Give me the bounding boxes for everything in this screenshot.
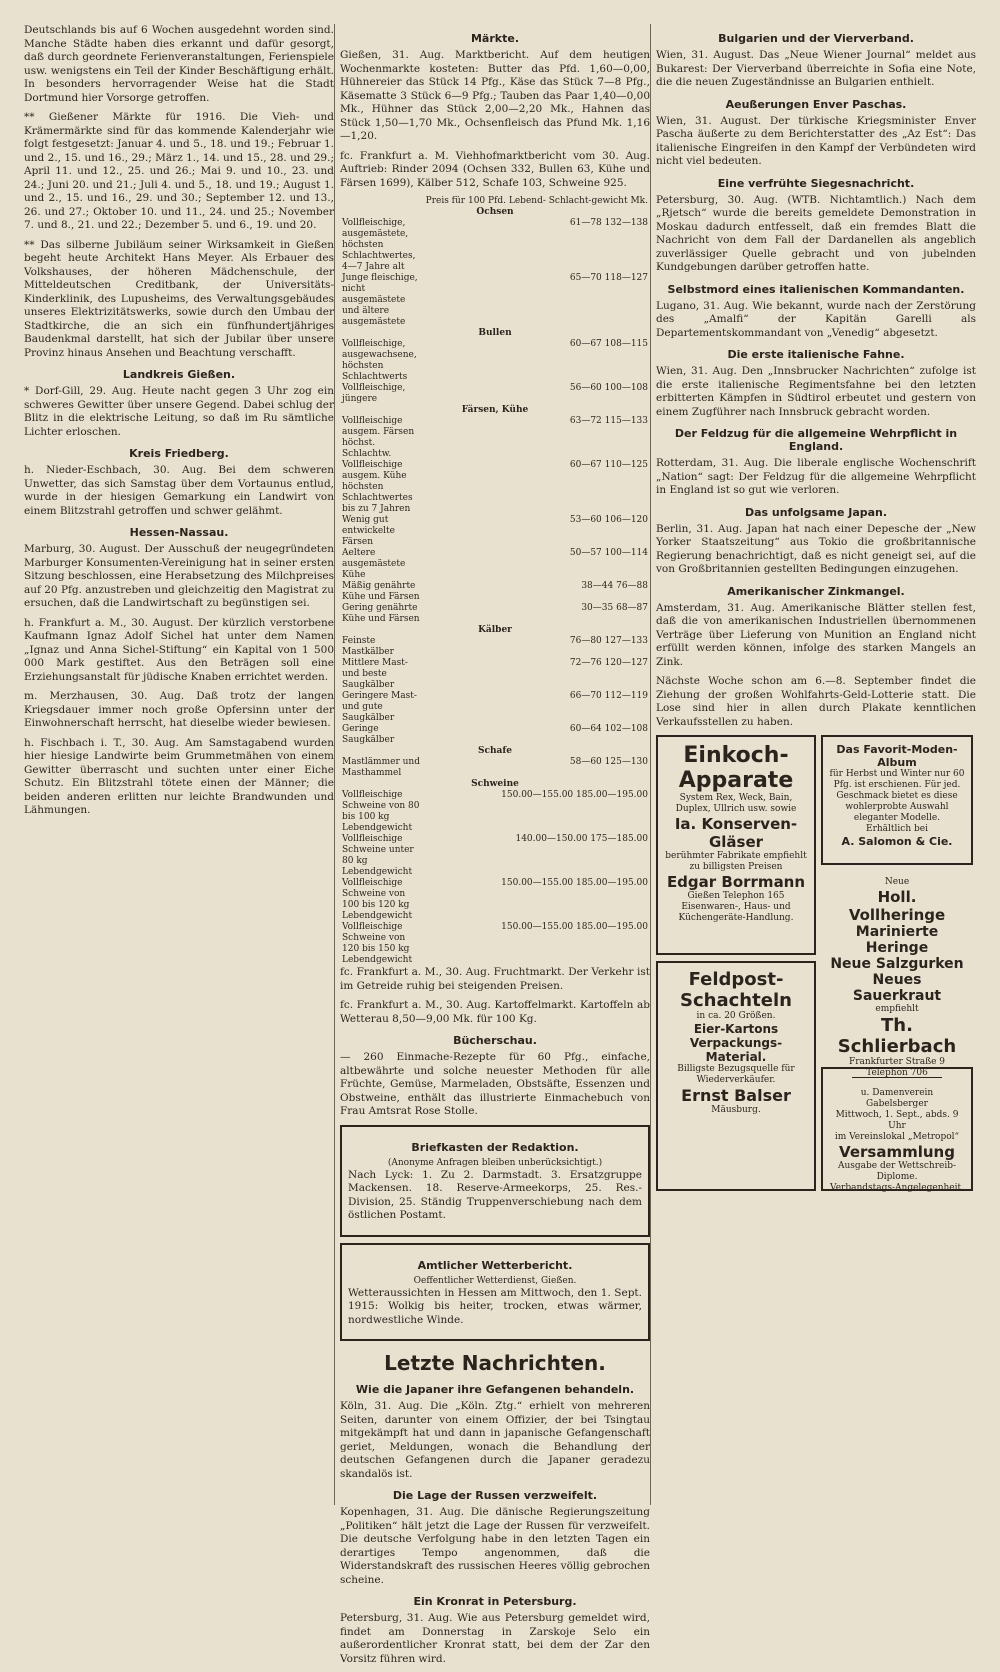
row-label: Junge fleischige, nicht ausgemästete und ältere ausgemästete: [342, 273, 418, 327]
section-heading: Das unfolgsame Japan.: [744, 505, 888, 519]
row-label: Vollfleischige Schweine von 80 bis 100 kg Lebendgewicht: [342, 790, 420, 833]
ad-text: Eisenwaren-, Haus- und Küchengeräte-Handlung.: [678, 902, 794, 923]
paragraph: Petersburg, 30. Aug. (WTB. Nichtamtlich.) Nach dem „Rjetsch“ wurde die bereits gemeldete Demonstration in Moskau dadurch entfesselt, daß ein fremdes Blatt die Nachricht von dem Fall der Dardanellen als angeblich zuverlässiger Quelle gebracht und von jubelnden Kundgebungen darüber getroffen hatte.: [656, 193, 976, 273]
row-value: 66—70 112—119: [569, 691, 648, 701]
section-heading: Ein Kronrat in Petersburg.: [413, 1595, 577, 1608]
table-row: [340, 548, 650, 581]
table-row: [340, 581, 650, 603]
ad-text: Gießen Telephon 165: [687, 891, 785, 901]
row-value: 76—80 127—133: [569, 636, 648, 646]
paragraph: Wien, 31. Aug. Den „Innsbrucker Nachrichten“ zufolge ist die erste italienische Regimentsfahne bei den letzten erbitterten Kämpfen in Südtirol erbeutet und gestern von einem Zugführer nach Innsbruck gebracht worden.: [656, 365, 976, 418]
ad-text: Mittwoch, 1. Sept., abds. 9 Uhr: [835, 1110, 959, 1131]
ad-feldpost: [656, 961, 816, 1191]
paragraph: fc. Frankfurt a. M., 30. Aug. Fruchtmarkt. Der Verkehr ist im Getreide ruhig bei steigenden Preisen.: [340, 966, 650, 992]
table-row: [340, 724, 650, 746]
paragraph: Rotterdam, 31. Aug. Die liberale englische Wochenschrift „Nation“ sagt: Der Feldzug für die allgemeine Wehrpflicht in England ist so gut wie verloren.: [656, 457, 976, 496]
ad-title: Edgar Borrmann: [666, 873, 806, 891]
ad-text: in ca. 20 Größen.: [696, 1011, 776, 1021]
section-heading: Hessen-Nassau.: [129, 526, 229, 539]
column-2: [340, 24, 650, 1672]
table-row: [340, 416, 650, 460]
section-heading: Aeußerungen Enver Paschas.: [725, 97, 907, 111]
row-value: 140.00—150.00 175—185.00: [515, 834, 648, 844]
row-value: 72—76 120—127: [569, 658, 648, 668]
row-label: Vollfleischige Schweine unter 80 kg Lebendgewicht: [342, 834, 414, 877]
box-text: Wetteraussichten in Hessen am Mittwoch, den 1. Sept. 1915: Wolkig bis heiter, trocken, etwas wärmer, nordwestliche Winde.: [348, 1286, 642, 1326]
paragraph: Petersburg, 31. Aug. Wie aus Petersburg gemeldet wird, findet am Donnerstag in Zarskoje Selo ein außerordentlicher Kronrat statt, bei dem der Zar den Vorsitz führen wird.: [340, 1612, 650, 1665]
editor-letterbox: [340, 1125, 650, 1237]
row-value: 65—70 118—127: [569, 273, 648, 283]
section-heading: Landkreis Gießen.: [122, 368, 236, 381]
row-value: 150.00—155.00 185.00—195.00: [501, 878, 648, 888]
table-row: [340, 218, 650, 273]
section-heading: Märkte.: [470, 32, 519, 45]
row-label: Vollfleischige Schweine von 100 bis 120 kg Lebendgewicht: [342, 878, 413, 921]
row-value: 38—44 76—88: [581, 581, 648, 591]
box-title: Briefkasten der Redaktion.: [411, 1140, 579, 1154]
column-3: [656, 24, 976, 1295]
section-heading: Amerikanischer Zinkmangel.: [727, 584, 905, 598]
ad-title: Schachteln: [680, 990, 792, 1011]
ad-title: Ia. Konserven-: [674, 815, 798, 833]
table-row: [340, 834, 650, 878]
row-value: 150.00—155.00 185.00—195.00: [501, 790, 648, 800]
paragraph: Wien, 31. August. Der türkische Kriegsminister Enver Pascha äußerte zu dem Berichterstatter des „Az Est“: Das italienische Eingreifen in den Kampf der Verbündeten wird nicht viel bedeuten.: [656, 114, 976, 167]
ad-heringe: [821, 871, 973, 1078]
table-row: [340, 273, 650, 328]
ad-text: System Rex, Weck, Bain, Duplex, Ullrich usw. sowie: [675, 793, 797, 814]
page-section-title: Letzte Nachrichten.: [384, 1351, 606, 1375]
row-value: 56—60 100—108: [569, 383, 648, 393]
row-label: Vollfleischige, ausgewachsene, höchsten Schlachtwerts: [342, 339, 417, 382]
ad-text: im Vereinslokal „Metropol“: [834, 1132, 960, 1142]
box-title: Amtlicher Wetterbericht.: [417, 1258, 573, 1272]
ad-title: Ernst Balser: [681, 1086, 791, 1105]
paragraph: Berlin, 31. Aug. Japan hat nach einer Depesche der „New Yorker Staatszeitung“ aus Tokio die großbritannische Regierung benachrichtigt, daß es nicht geneigt sei, auf die von Großbritannien gestellten Bedingungen einzugehen.: [656, 522, 976, 575]
ad-text: Neue: [884, 877, 910, 887]
paragraph: h. Nieder-Eschbach, 30. Aug. Bei dem schweren Unwetter, das sich Samstag über dem Vortaunus entlud, wurde in der hiesigen Gemarkung ein Landwirt von einem Blitzstrahl getroffen und schwer gelähmt.: [24, 464, 334, 517]
row-label: Mittlere Mast- und beste Saugkälber: [342, 658, 408, 690]
ad-text: berühmter Fabrikate empfiehlt zu billigsten Preisen: [665, 851, 807, 872]
table-header: Preis für 100 Pfd. Lebend- Schlacht-gewicht Mk.: [425, 196, 648, 206]
row-value: 61—78 132—138: [569, 218, 648, 228]
row-label: Vollfleischige ausgem. Kühe höchsten Schlachtwertes bis zu 7 Jahren: [342, 460, 413, 514]
row-value: 63—72 115—133: [569, 416, 648, 426]
table-row: [340, 460, 650, 515]
column-rule: [650, 24, 651, 1505]
ad-title: Feldpost-: [688, 969, 784, 990]
row-label: Schweine: [471, 779, 519, 789]
ads-area: [656, 735, 976, 1295]
row-label: Vollfleischige, ausgemästete, höchsten Schlachtwertes, 4—7 Jahre alt: [342, 218, 416, 272]
table-row: [340, 339, 650, 383]
ad-title: Das Favorit-Moden-Album: [836, 743, 958, 769]
paragraph: h. Frankfurt a. M., 30. August. Der kürzlich verstorbene Kaufmann Ignaz Adolf Sichel hat unter dem Namen „Ignaz und Anna Sichel-Stiftung“ ein Kapital von 1 500 000 Mark gestiftet. Aus den Beträgen soll eine Erziehungsanstalt für jüdische Knaben errichtet werden.: [24, 616, 334, 683]
ad-text: Billigste Bezugsquelle für Wiederverkäufer.: [677, 1064, 795, 1085]
ad-title: Eier-Kartons: [693, 1022, 779, 1036]
paragraph: Köln, 31. Aug. Die „Köln. Ztg.“ erhielt von mehreren Seiten, darunter von einem Offizier, der bei Tsingtau mitgekämpft hat und dann in japanische Gefangenschaft geriet, Meldungen, wonach die Behandlung der deutschen Gefangenen durch die Japaner geradezu skandalös ist.: [340, 1400, 650, 1480]
ad-title: A. Salomon & Cie.: [841, 835, 953, 848]
table-row: [340, 757, 650, 779]
row-label: Ochsen: [476, 207, 514, 217]
box-subtitle: (Anonyme Anfragen bleiben unberücksichtigt.): [387, 1157, 603, 1168]
table-row: [340, 405, 650, 416]
row-label: Schafe: [478, 746, 512, 756]
paragraph: fc. Frankfurt a. M. Viehhofmarktbericht vom 30. Aug. Auftrieb: Rinder 2094 (Ochsen 332, Bullen 63, Kühe und Färsen 1699), Kälber 512, Schafe 103, Schweine 925.: [340, 149, 650, 189]
table-row: [340, 779, 650, 790]
section-heading: Die Lage der Russen verzweifelt.: [392, 1489, 598, 1502]
row-label: Feinste Mastkälber: [342, 636, 394, 657]
table-row: [340, 603, 650, 625]
paragraph: ** Das silberne Jubiläum seiner Wirksamkeit in Gießen begeht heute Architekt Hans Meyer. Als Erbauer des Volkshauses, der höheren Mädchenschule, der Mitteldeutschen Creditbank, der Universitäts-Kinderklinik, des Lupusheims, des Verwaltungsgebäudes unseres Elektrizitätswerks, sowie durch den Umbau der Stadtkirche, die an sich ein fünfhundertjähriges Baudenkmal darstellt, hat sich der Jubilar über unsere Provinz hinaus Ansehen und Beachtung verschafft.: [24, 238, 334, 359]
ad-text: Telephon 706: [866, 1068, 928, 1078]
ad-title: Verpackungs-Material.: [689, 1036, 783, 1064]
ad-title: Holl. Vollheringe: [848, 888, 946, 924]
table-row: [340, 878, 650, 922]
ad-text: Mäusburg.: [711, 1105, 761, 1115]
section-heading: Kreis Friedberg.: [129, 447, 229, 460]
table-row: [340, 658, 650, 691]
column-rule: [334, 24, 335, 1505]
row-label: Färsen, Kühe: [461, 405, 529, 415]
row-label: Bullen: [478, 328, 512, 338]
paragraph: * Dorf-Gill, 29. Aug. Heute nacht gegen 3 Uhr zog ein schweres Gewitter über unsere Gegend. Dabei schlug der Blitz in die elektrische Leitung, so daß im Ru sämtliche Lichter erloschen.: [24, 385, 334, 438]
table-row: [340, 625, 650, 636]
section-heading: Bücherschau.: [453, 1034, 537, 1047]
ad-moden-album: [821, 735, 973, 865]
row-value: 60—67 110—125: [569, 460, 648, 470]
section-heading: Der Feldzug für die allgemeine Wehrpflicht in England.: [674, 427, 958, 453]
paragraph: Wien, 31. August. Das „Neue Wiener Journal“ meldet aus Bukarest: Der Vierverband überreichte in Sofia eine Note, die die neuen Zugeständnisse an Bulgarien enthielt.: [656, 49, 976, 88]
row-value: 50—57 100—114: [569, 548, 648, 558]
ad-einkoch: [656, 735, 816, 955]
row-label: Mäßig genährte Kühe und Färsen: [342, 581, 420, 602]
ad-text: Ausgabe der Wettschreib-Diplome.: [837, 1161, 957, 1182]
ad-versammlung: [821, 1067, 973, 1191]
table-row: [340, 383, 650, 405]
ad-title: Versammlung: [839, 1143, 955, 1161]
row-label: Wenig gut entwickelte Färsen: [342, 515, 395, 547]
row-value: 60—67 108—115: [569, 339, 648, 349]
table-row: [340, 207, 650, 218]
column-1: [24, 24, 334, 824]
table-row: [340, 515, 650, 548]
ad-title: Einkoch-: [683, 743, 789, 768]
table-row: [340, 636, 650, 658]
row-label: Kälber: [478, 625, 512, 635]
ad-title: Neue Salzgurken: [830, 956, 964, 972]
ad-title: Marinierte Heringe: [855, 924, 939, 956]
weather-report: [340, 1243, 650, 1342]
paragraph: Lugano, 31. Aug. Wie bekannt, wurde nach der Zerstörung des „Amalfi“ der Kapitän Garelli als Departementskommandant von „Venedig“ abgesetzt.: [656, 299, 976, 339]
row-label: Vollfleischige, jüngere: [342, 383, 406, 404]
paragraph: ** Gießener Märkte für 1916. Die Vieh- und Krämermärkte sind für das kommende Kalenderjahr wie folgt festgesetzt: Januar 4. und 5., 18. und 19.; Februar 1. und 2., 15. und 16., 29.; März 1., 14. und 15., 28. und 29.; April 11. und 12., 25. und 26.; Mai 9. und 10., 23. und 24.; Juni 20. und 21.; Juli 4. und 5., 18. und 19.; August 1. und 2., 15. und 16., 29. und 30.; September 12. und 13., 26. und 27.; Oktober 10. und 11., 24. und 25.; November 7. und 8., 21. und 22.; Dezember 5. und 6., 19. und 20.: [24, 111, 334, 231]
ad-title: Gläser: [708, 833, 764, 851]
row-label: Geringe Saugkälber: [342, 724, 395, 745]
paragraph: — 260 Einmache-Rezepte für 60 Pfg., einfache, altbewährte und solche neuester Methoden für alle Früchte, Gemüse, Marmeladen, Obstsäfte, Essenzen und Obstweine, enthält das illustrierte Einmachebuch von Frau Amtsrat Rose Stolle.: [340, 1051, 650, 1117]
paragraph: Amsterdam, 31. Aug. Amerikanische Blätter stellen fest, daß die von amerikanischen Industriellen übernommenen Verträge über Lieferung von Munition an England nicht erfüllt werden können, infolge des starken Mangels an Zink.: [656, 601, 976, 668]
paragraph: Kopenhagen, 31. Aug. Die dänische Regierungszeitung „Politiken“ hält jetzt die Lage der Russen für verzweifelt. Die deutsche Verfolgung habe in den letzten Tagen ein derartiges Tempo angenommen, daß die Widerstandskraft des russischen Heeres völlig gebrochen scheine.: [340, 1506, 650, 1586]
box-subtitle: Oeffentlicher Wetterdienst, Gießen.: [413, 1275, 577, 1286]
paragraph: Gießen, 31. Aug. Marktbericht. Auf dem heutigen Wochenmarkte kosteten: Butter das Pfd. 1,60—0,00, Hühnereier das Stück 14 Pfg., Käse das Stück 7—8 Pfg., Käsematte 3 Stück 6—9 Pfg.; Tauben das Paar 1,40—0,00 Mk., Hühner das Stück 2,00—2,20 Mk., Hahnen das Stück 1,50—1,70 Mk., Ochsenfleisch das Pfund Mk. 1,16—1,20.: [340, 49, 650, 142]
table-row: [340, 691, 650, 724]
row-value: 58—60 125—130: [569, 757, 648, 767]
paragraph: Deutschlands bis auf 6 Wochen ausgedehnt worden sind. Manche Städte haben dies erkannt und dafür gesorgt, daß durch geordnete Ferienveranstaltungen, Ferienspiele usw. wenigstens ein Teil der Kinder Beschäftigung erhält. In besonders hervorragender Weise hat die Stadt Dortmund hier Vorsorge getroffen.: [24, 24, 334, 104]
table-header: [340, 196, 424, 207]
ad-title: Neues Sauerkraut: [852, 972, 942, 1004]
paragraph: fc. Frankfurt a. M., 30. Aug. Kartoffelmarkt. Kartoffeln ab Wetterau 8,50—9,00 Mk. für 100 Kg.: [340, 999, 650, 1025]
ad-text: Frankfurter Straße 9: [848, 1057, 946, 1067]
row-label: Aeltere ausgemästete Kühe: [342, 548, 406, 580]
paragraph: h. Fischbach i. T., 30. Aug. Am Samstagabend wurden hier hiesige Landwirte beim Grummetmähen von einem Gewitter überrascht und suchten unter einer Eiche Schutz. Ein Blitzstrahl tötete einen der Männer; die beiden anderen erlitten nur leichte Brandwunden und Lähmungen.: [24, 736, 334, 816]
table-row: [340, 746, 650, 757]
section-heading: Bulgarien und der Vierverband.: [718, 32, 914, 45]
row-label: Vollfleischige ausgem. Färsen höchst. Schlachtw.: [342, 416, 415, 459]
ad-text: Erhältlich bei: [866, 824, 928, 834]
table-row: [340, 922, 650, 966]
paragraph: m. Merzhausen, 30. Aug. Daß trotz der langen Kriegsdauer immer noch große Opfersinn unter der Einwohnerschaft herrscht, hat dieselbe wieder bewiesen.: [24, 690, 334, 729]
ad-text: Verbandstags-Angelegenheit.: [830, 1183, 964, 1193]
row-label: Vollfleischige Schweine von 120 bis 150 kg Lebendgewicht: [342, 922, 413, 965]
cattle-price-table: [340, 196, 650, 966]
section-heading: Selbstmord eines italienischen Kommandanten.: [667, 282, 965, 296]
paragraph: Marburg, 30. August. Der Ausschuß der neugegründeten Marburger Konsumenten-Vereinigung hat in seiner ersten Sitzung beschlossen, eine Herabsetzung des Milchpreises auf 20 Pfg. anzustreben und gleichzeitig den Magistrat zu ersuchen, daß die Landwirtschaft zu begünstigen sei.: [24, 543, 334, 609]
signature-mark: [852, 1077, 942, 1086]
row-value: 53—60 106—120: [569, 515, 648, 525]
row-label: Mastlämmer und Masthammel: [342, 757, 420, 778]
ad-text: für Herbst und Winter nur 60 Pfg. ist erschienen. Für jed. Geschmack bietet es diese wohlerprobte Auswahl eleganter Modelle.: [829, 769, 965, 823]
row-label: Gering genährte Kühe und Färsen: [342, 603, 420, 624]
section-heading: Wie die Japaner ihre Gefangenen behandeln.: [355, 1383, 635, 1396]
ad-title: Apparate: [678, 768, 794, 793]
section-heading: Eine verfrühte Siegesnachricht.: [717, 176, 915, 190]
ad-text: empfiehlt: [875, 1004, 919, 1014]
section-heading: Die erste italienische Fahne.: [727, 348, 905, 361]
table-row: [340, 328, 650, 339]
box-text: Nach Lyck: 1. Zu 2. Darmstadt. 3. Ersatzgruppe Mackensen. 18. Reserve-Armeekorps, 25. Res.-Division, 25. Ständig Truppenverschiebung nach dem östlichen Postamt.: [348, 1168, 642, 1221]
ad-title: Th. Schlierbach: [837, 1015, 957, 1057]
row-value: 30—35 68—87: [581, 603, 648, 613]
row-value: 150.00—155.00 185.00—195.00: [501, 922, 648, 932]
row-value: 60—64 102—108: [569, 724, 648, 734]
table-row: [340, 790, 650, 834]
row-label: Geringere Mast- und gute Saugkälber: [342, 691, 417, 723]
ad-text: u. Damenverein Gabelsberger: [860, 1088, 934, 1109]
paragraph: Nächste Woche schon am 6.—8. September findet die Ziehung der großen Wohlfahrts-Geld-Lotterie statt. Die Lose sind hier in allen durch Plakate kenntlichen Verkaufsstellen zu haben.: [656, 675, 976, 728]
